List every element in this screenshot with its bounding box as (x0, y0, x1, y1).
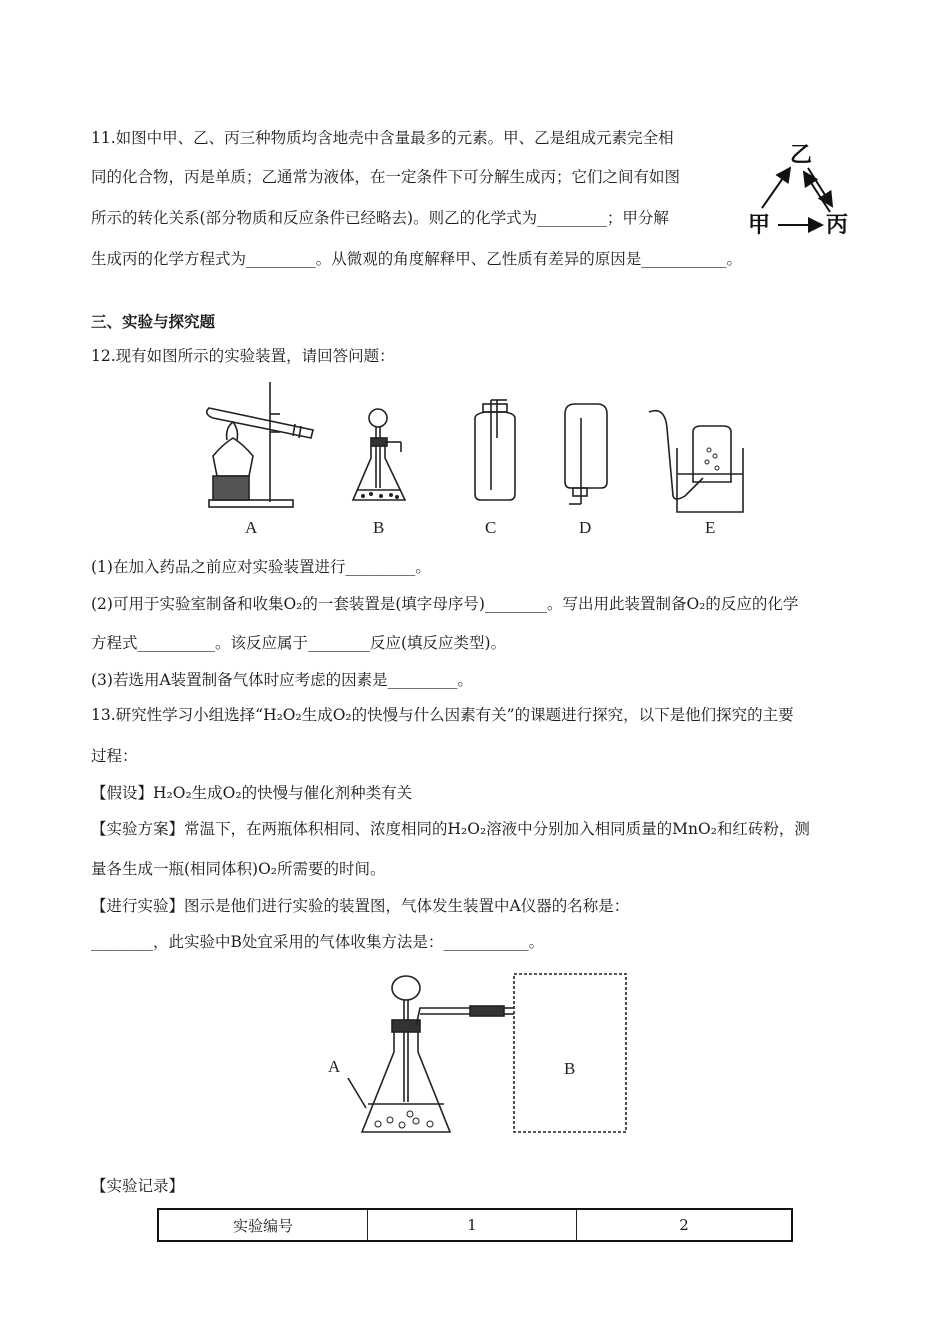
experiment-record-table (157, 1208, 793, 1242)
diagram-left-label: 甲 (748, 213, 771, 238)
q13-record-title: 【实验记录】 (91, 1177, 185, 1195)
apparatus-label-b: B (373, 518, 385, 537)
table-cell: 1 (368, 1209, 577, 1241)
q13-intro-b: 过程： (91, 747, 138, 765)
apparatus-label-c: C (485, 518, 497, 537)
q13-plan-b: 量各生成一瓶(相同体积)O₂所需要的时间。 (91, 860, 386, 878)
apparatus-label-d: D (579, 518, 592, 537)
diagram-right-label: 丙 (826, 213, 849, 238)
q11-line-2: 同的化合物，丙是单质；乙通常为液体，在一定条件下可分解生成丙；它们之间有如图 (91, 168, 681, 186)
q11-line-3: 所示的转化关系(部分物质和反应条件已经略去)。则乙的化学式为_________；甲分解 (91, 209, 669, 227)
q13-experiment-b: ________，此实验中B处宜采用的气体收集方法是：___________。 (91, 933, 545, 951)
table-cell: 2 (577, 1209, 793, 1241)
q12-part-1: (1)在加入药品之前应对实验装置进行_________。 (91, 558, 431, 576)
table-cell: 实验编号 (158, 1209, 368, 1241)
q13-plan-a: 【实验方案】常温下，在两瓶体积相同、浓度相同的H₂O₂溶液中分别加入相同质量的MnO₂和红砖粉，测 (91, 820, 810, 838)
q13-figure-label-a: A (328, 1057, 341, 1076)
q13-intro-a: 13.研究性学习小组选择“H₂O₂生成O₂的快慢与什么因素有关”的课题进行探究，以下是他们探究的主要 (91, 706, 794, 724)
q12-part-2a: (2)可用于实验室制备和收集O₂的一套装置是(填字母序号)________。写出用此装置制备O₂的反应的化学 (91, 595, 799, 613)
q13-apparatus-figure (320, 968, 640, 1144)
q12-part-3: (3)若选用A装置制备气体时应考虑的因素是_________。 (91, 671, 473, 689)
section-title: 三、实验与探究题 (91, 313, 216, 331)
table-row (158, 1209, 792, 1241)
q12-intro: 12.现有如图所示的实验装置，请回答问题： (91, 347, 395, 365)
q11-line-1: 11.如图中甲、乙、丙三种物质均含地壳中含量最多的元素。甲、乙是组成元素完全相 (91, 129, 674, 147)
apparatus-label-e: E (705, 518, 716, 537)
q13-hypothesis: 【假设】H₂O₂生成O₂的快慢与催化剂种类有关 (91, 784, 413, 802)
q12-part-2b: 方程式__________。该反应属于________反应(填反应类型)。 (91, 634, 507, 652)
conversion-triangle-diagram (744, 140, 854, 240)
q13-experiment-a: 【进行实验】图示是他们进行实验的装置图，气体发生装置中A仪器的名称是： (91, 897, 630, 915)
q12-apparatus-figure (195, 378, 745, 540)
q11-line-4: 生成丙的化学方程式为_________。从微观的角度解释甲、乙性质有差异的原因是___________。 (91, 250, 743, 268)
q13-figure-label-b: B (564, 1059, 576, 1078)
apparatus-label-a: A (245, 518, 258, 537)
diagram-top-label: 乙 (790, 143, 813, 168)
